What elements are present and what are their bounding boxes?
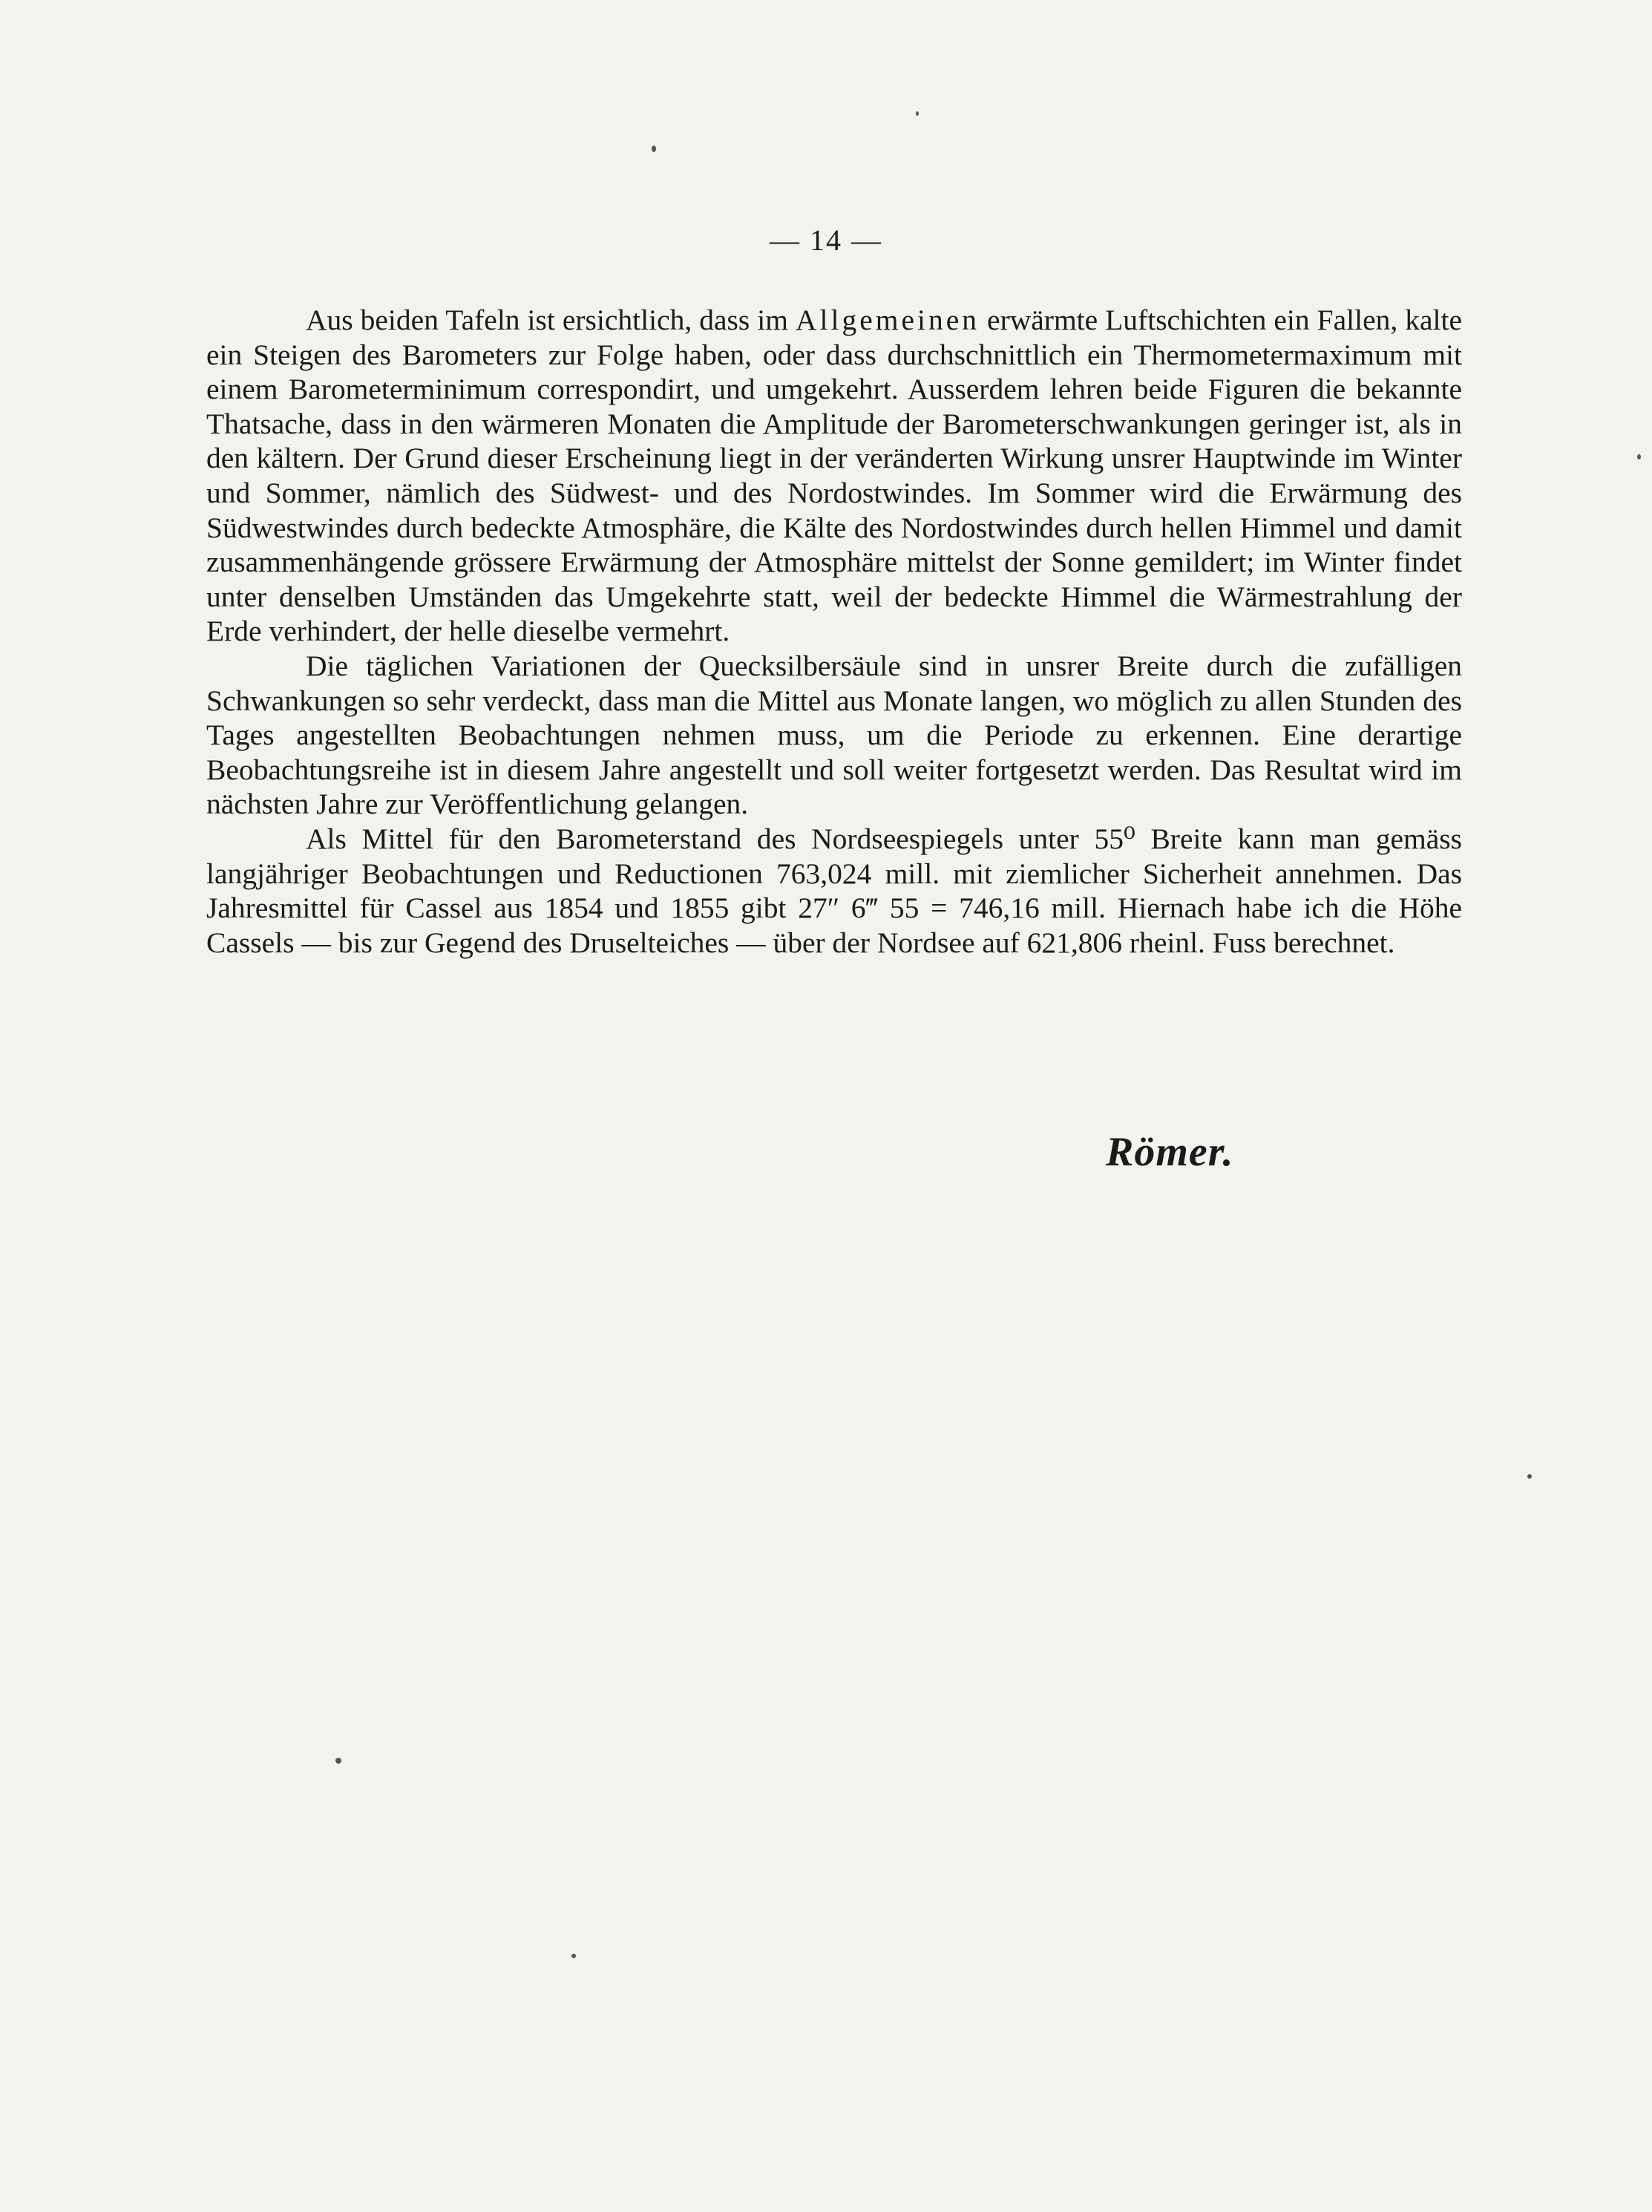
scan-speck xyxy=(1637,454,1641,459)
scan-speck xyxy=(571,1954,576,1958)
body-text xyxy=(206,303,1462,960)
paragraph-2: Die täglichen Variationen der Quecksilbersäule sind in unsrer Breite durch die zufälligen Schwankungen so sehr verdeckt, dass man die Mittel aus Monate langen, wo möglich zu allen Stunden des Tages angestellten Beobachtungen nehmen muss, um die Periode zu erkennen. Eine derartige Beobachtungsreihe ist in diesem Jahre angestellt und soll weiter fortgesetzt werden. Das Resultat wird im nächsten Jahre zur Veröffentlichung gelangen. xyxy=(206,649,1462,821)
emphasis-allgemeinen: Allgemeinen xyxy=(796,304,980,336)
scan-speck xyxy=(335,1758,341,1764)
paragraph-1-start: Aus beiden Tafeln ist ersichtlich, dass im xyxy=(306,304,796,336)
scan-speck xyxy=(1527,1474,1532,1479)
scan-speck xyxy=(652,145,656,152)
paragraph-1 xyxy=(206,303,1462,649)
page-number: — 14 — xyxy=(770,223,882,257)
paragraph-1-rest: erwärmte Luftschichten ein Fallen, kalte ein Steigen des Barometers zur Folge haben, oder dass durchschnittlich ein Thermometermaximum mit einem Barometerminimum correspondirt, und umgekehrt. Ausserdem lehren beide Figuren die bekannte Thatsache, dass in den wärmeren Monaten die Amplitude der Barometerschwankungen geringer ist, als in den kältern. Der Grund dieser Erscheinung liegt in der veränderten Wirkung unsrer Hauptwinde im Winter und Sommer, nämlich des Südwest- und des Nordostwindes. Im Sommer wird die Erwärmung des Südwestwindes durch bedeckte Atmosphäre, die Kälte des Nordostwindes durch hellen Himmel und damit zusammenhängende grössere Erwärmung der Atmosphäre mittelst der Sonne gemildert; im Winter findet unter denselben Umständen das Umgekehrte statt, weil der bedeckte Himmel die Wärmestrahlung der Erde verhindert, der helle dieselbe vermehrt. xyxy=(206,304,1462,648)
author-signature: Römer. xyxy=(1106,1129,1234,1175)
scan-speck xyxy=(916,111,919,116)
paragraph-3: Als Mittel für den Barometerstand des Nordseespiegels unter 55⁰ Breite kann man gemäss langjähriger Beobachtungen und Reductionen 763,024 mill. mit ziemlicher Sicherheit annehmen. Das Jahresmittel für Cassel aus 1854 und 1855 gibt 27″ 6‴ 55 = 746,16 mill. Hiernach habe ich die Höhe Cassels — bis zur Gegend des Druselteiches — über der Nordsee auf 621,806 rheinl. Fuss berechnet. xyxy=(206,822,1462,959)
